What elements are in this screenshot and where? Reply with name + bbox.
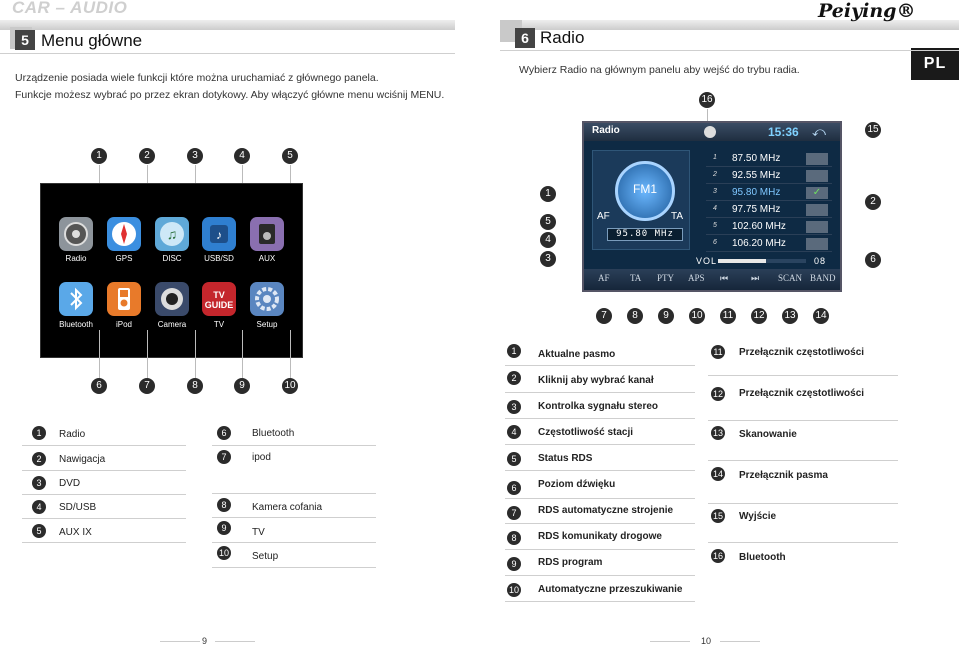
callout-1: 1 [91,148,107,164]
volume-fill [718,259,766,263]
legend-text: Aktualne pasmo [538,349,616,360]
legend-divider [505,549,695,550]
section-title: Menu główne [41,31,143,50]
preset-row[interactable] [706,202,832,218]
callout-13: 13 [782,308,798,324]
radio-screen [582,121,842,292]
preset-list [706,151,832,255]
preset-num: 6 [713,239,717,246]
callout-12: 12 [751,308,767,324]
legend-text: Bluetooth [739,552,786,563]
pty-button[interactable]: PTY [657,273,675,283]
legend-text: Kontrolka sygnału stereo [538,401,659,412]
preset-freq: 106.20 MHz [732,238,786,249]
legend-text: Bluetooth [252,428,295,439]
language-tag: PL [911,48,959,80]
legend-text: Kliknij aby wybrać kanał [538,375,654,386]
aux-icon[interactable] [250,217,284,251]
legend-num: 2 [507,371,521,385]
title-underline [0,53,455,54]
callout-line [99,330,100,378]
legend-text: RDS program [538,557,603,568]
callout-9: 9 [234,378,250,394]
preset-row-active[interactable] [706,185,832,201]
preset-freq: 87.50 MHz [732,153,781,164]
callout-14: 14 [813,308,829,324]
callout-line [195,330,196,378]
aps-button[interactable]: APS [688,273,705,283]
preset-row[interactable] [706,168,832,184]
legend-num: 1 [32,426,46,440]
radio-icon[interactable] [59,217,93,251]
callout-7: 7 [139,378,155,394]
legend-num: 6 [217,426,231,440]
section-title: Radio [540,28,585,47]
scan-button[interactable]: SCAN [778,273,803,283]
frequency-display: 95.80 MHz [607,228,683,241]
ta-button[interactable]: TA [630,273,642,283]
callout-7: 7 [596,308,612,324]
callout-5: 5 [540,214,556,230]
legend-num: 7 [507,506,521,520]
legend-text: Częstotliwość stacji [538,427,634,438]
menu-label-disc: DISC [162,254,182,263]
intro-line-1: Urządzenie posiada wiele funkcji które można uruchamiać z głównego panela. [15,72,379,84]
legend-text: Nawigacja [59,454,106,465]
callout-10: 10 [282,378,298,394]
legend-text: Przełącznik częstotliwości [739,388,865,399]
menu-label-bluetooth: Bluetooth [59,320,93,329]
legend-text: RDS komunikaty drogowe [538,531,662,542]
preset-row[interactable] [706,151,832,167]
legend-num: 14 [712,469,723,479]
usb-note-icon[interactable] [202,217,236,251]
legend-divider [708,542,898,543]
menu-label-aux: AUX [258,254,276,263]
legend-divider [212,567,376,568]
af-button[interactable]: AF [598,273,610,283]
volume-value: 08 [814,256,827,266]
tv-guide-icon[interactable]: TV GUIDE [202,282,236,316]
preset-bar [806,153,828,165]
bluetooth-status-icon[interactable] [704,126,716,138]
legend-num: 6 [507,481,521,495]
callout-line [242,330,243,378]
preset-row[interactable] [706,219,832,235]
callout-4: 4 [234,148,250,164]
callout-1: 1 [540,186,556,202]
peiying-logo: Peiying® [818,0,916,22]
legend-divider [212,445,376,446]
legend-divider [22,518,186,519]
legend-num: 13 [712,428,723,438]
brand-title: CAR – AUDIO [12,0,128,17]
title-underline [500,50,959,51]
legend-divider [22,494,186,495]
menu-label-gps: GPS [115,254,133,263]
preset-num: 4 [713,205,717,212]
legend-num: 16 [712,551,723,561]
compass-icon[interactable] [107,217,141,251]
seek-back-button[interactable]: ⏮ [720,273,729,283]
legend-num: 10 [218,548,229,558]
legend-text: Skanowanie [739,429,797,440]
legend-text: Przełącznik częstotliwości [739,347,865,358]
preset-num: 1 [713,154,717,161]
volume-label: VOL [696,256,718,266]
menu-label-camera: Camera [157,320,187,329]
legend-num: 3 [32,476,46,490]
intro-text: Wybierz Radio na głównym panelu aby wejść do trybu radia. [519,64,800,76]
page-rule [160,641,200,642]
legend-text: TV [252,527,265,538]
callout-9: 9 [658,308,674,324]
callout-6: 6 [91,378,107,394]
callout-8: 8 [627,308,643,324]
legend-num: 4 [507,425,521,439]
legend-text: Setup [252,551,279,562]
preset-bar [806,221,828,233]
callout-4: 4 [540,232,556,248]
callout-10: 10 [689,308,705,324]
legend-divider [505,575,695,576]
legend-num: 2 [32,452,46,466]
callout-2: 2 [139,148,155,164]
page-rule [650,641,690,642]
legend-divider [22,542,186,543]
menu-label-setup: Setup [256,320,278,329]
band-button[interactable]: BAND [810,273,836,283]
preset-freq: 92.55 MHz [732,170,781,181]
legend-text: DVD [59,478,81,489]
callout-16: 16 [699,92,715,108]
check-icon: ✓ [806,187,828,199]
callout-line [147,330,148,378]
radio-button-bar [584,269,840,290]
page-number: 9 [202,636,208,645]
callout-11: 11 [720,308,736,324]
preset-num: 2 [713,171,717,178]
preset-bar [806,204,828,216]
seek-forward-button[interactable]: ⏭ [751,273,760,283]
clock: 15:36 [768,125,799,139]
legend-text: Kamera cofania [252,502,323,513]
preset-freq: 95.80 MHz [732,187,781,198]
camera-icon[interactable] [155,282,189,316]
legend-divider [505,418,695,419]
legend-text: ipod [252,452,271,463]
page-rule [215,641,255,642]
menu-label-usb: USB/SD [204,254,234,263]
preset-num: 3 [713,188,717,195]
legend-num: 5 [507,452,521,466]
callout-15: 15 [865,122,881,138]
gear-icon[interactable] [250,282,284,316]
callout-3: 3 [187,148,203,164]
svg-text:♫: ♫ [166,226,178,242]
callout-line [290,330,291,378]
legend-divider [22,445,186,446]
menu-label-radio: Radio [65,254,87,263]
preset-bar [806,238,828,250]
radio-title: Radio [592,125,620,136]
legend-divider [708,503,898,504]
legend-text: Automatyczne przeszukiwanie [538,584,683,595]
legend-divider [212,517,376,518]
legend-divider [505,601,695,602]
ipod-icon[interactable] [107,282,141,316]
af-indicator: AF [597,211,610,222]
legend-num: 12 [712,389,723,399]
legend-divider [505,523,695,524]
preset-bar [806,170,828,182]
legend-text: Radio [59,429,86,440]
page-number: 10 [701,636,712,645]
legend-text: Poziom dźwięku [538,479,616,490]
volume-bar[interactable] [718,259,806,263]
legend-text: AUX IX [59,527,92,538]
legend-divider [708,460,898,461]
menu-label-tv: TV [213,320,225,329]
ta-indicator: TA [671,211,684,222]
legend-num: 3 [507,400,521,414]
callout-6: 6 [865,252,881,268]
legend-divider [212,542,376,543]
legend-num: 8 [507,531,521,545]
legend-divider [212,493,376,494]
menu-label-ipod: iPod [115,320,132,329]
preset-num: 5 [713,222,717,229]
legend-num: 15 [712,511,723,521]
legend-num: 11 [711,345,725,359]
legend-text: RDS automatyczne strojenie [538,505,674,516]
legend-divider [505,470,695,471]
header-bar-left [0,20,455,30]
legend-divider [505,392,695,393]
callout-5: 5 [282,148,298,164]
legend-text: Status RDS [538,453,593,464]
section-number: 5 [15,30,35,50]
band-panel [592,150,690,250]
legend-text: SD/USB [59,502,97,513]
callout-2: 2 [865,194,881,210]
preset-row[interactable] [706,236,832,252]
legend-divider [505,444,695,445]
legend-text: Przełącznik pasma [739,470,828,481]
legend-divider [22,470,186,471]
legend-divider [505,498,695,499]
music-disc-icon[interactable] [155,217,189,251]
legend-num: 8 [217,498,231,512]
section-number: 6 [515,28,535,48]
band-label: FM1 [633,182,657,196]
preset-freq: 97.75 MHz [732,204,781,215]
page-rule [720,641,760,642]
callout-8: 8 [187,378,203,394]
legend-num: 1 [507,344,521,358]
main-menu-screen [40,183,303,358]
back-icon[interactable]: ⤺ [812,124,826,139]
legend-num: 9 [507,557,521,571]
legend-num: 5 [32,524,46,538]
intro-line-2: Funkcje możesz wybrać po przez ekran dotykowy. Aby włączyć główne menu wciśnij MENU. [15,89,445,101]
svg-text:♪: ♪ [216,228,222,242]
callout-3: 3 [540,251,556,267]
legend-divider [708,420,898,421]
legend-divider [505,365,695,366]
legend-num: 4 [32,500,46,514]
legend-num: 9 [217,521,231,535]
legend-num: 7 [217,450,231,464]
preset-freq: 102.60 MHz [732,221,786,232]
legend-text: Wyjście [739,511,777,522]
legend-num: 10 [508,585,519,595]
bluetooth-icon[interactable] [59,282,93,316]
legend-divider [708,375,898,376]
